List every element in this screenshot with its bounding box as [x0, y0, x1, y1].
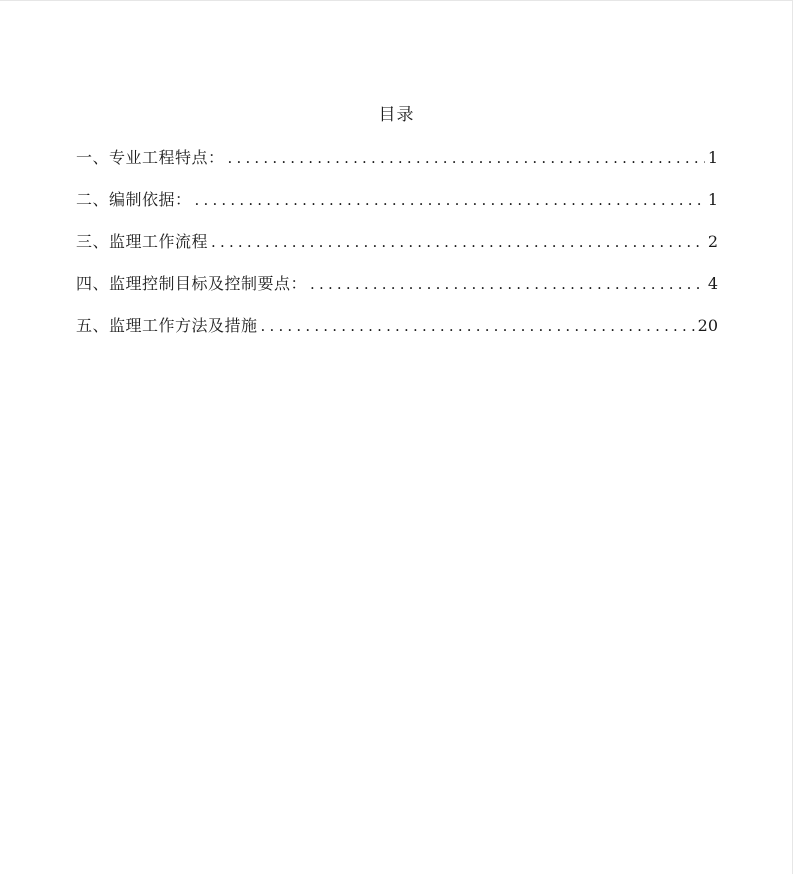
- toc-page-number: 2: [707, 232, 718, 251]
- toc-entry-label: 二、编制依据：: [76, 190, 192, 209]
- toc-dot-leader: [228, 145, 705, 171]
- toc-page-number: 4: [707, 274, 718, 293]
- toc-entry-2[interactable]: [76, 187, 718, 229]
- toc-dot-leader: [261, 313, 695, 339]
- toc-dot-leader: [195, 187, 705, 213]
- toc-entry-label: 一、专业工程特点：: [76, 148, 225, 167]
- toc-entry-3[interactable]: [76, 229, 718, 271]
- toc-entry-label: 五、监理工作方法及措施: [76, 316, 258, 335]
- table-of-contents: [76, 145, 718, 355]
- toc-entry-label: 三、监理工作流程: [76, 232, 209, 251]
- toc-entry-label: 四、监理控制目标及控制要点：: [76, 274, 308, 293]
- toc-dot-leader: [310, 271, 705, 297]
- toc-entry-1[interactable]: [76, 145, 718, 187]
- toc-entry-4[interactable]: [76, 271, 718, 313]
- toc-page-number: 1: [707, 190, 718, 209]
- toc-entry-5[interactable]: [76, 313, 718, 355]
- toc-dot-leader: [211, 229, 705, 255]
- toc-title: 目录: [378, 105, 415, 125]
- toc-page-number: 1: [707, 148, 718, 167]
- toc-page-number: 20: [697, 316, 718, 335]
